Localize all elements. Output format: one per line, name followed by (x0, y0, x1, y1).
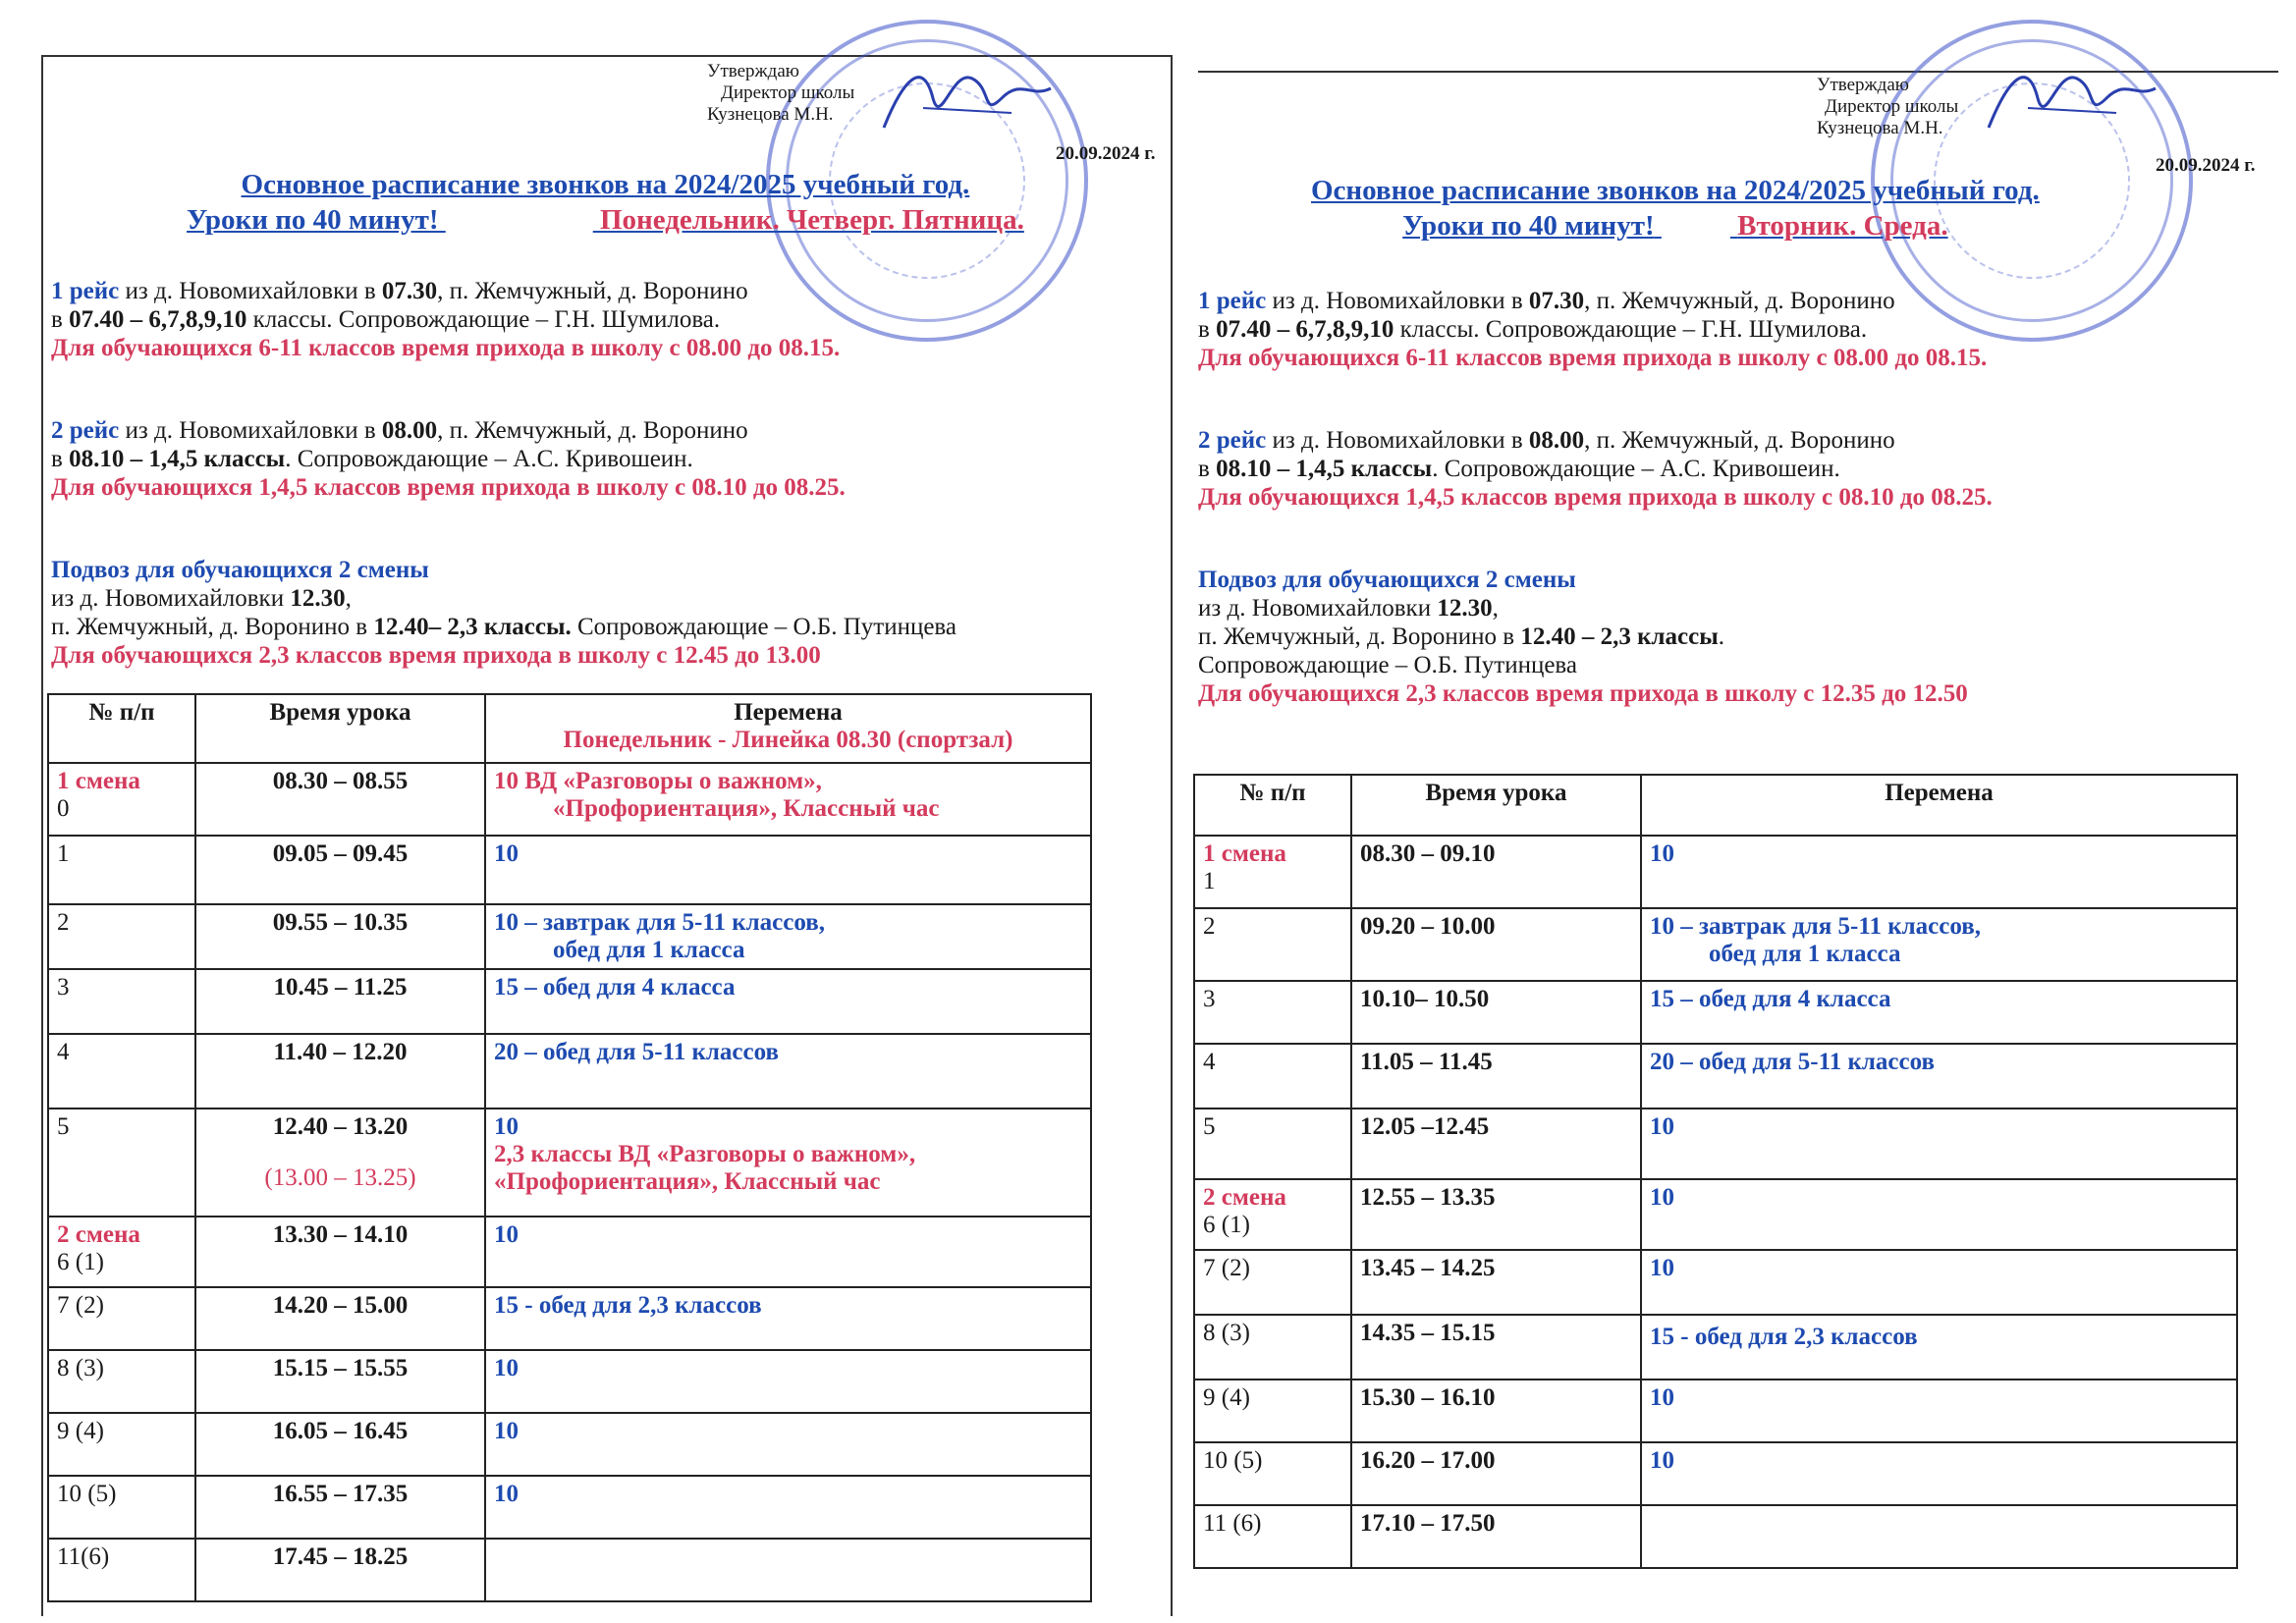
table-row (48, 904, 1091, 969)
title-line-2 (1311, 208, 2040, 243)
trip-2-text-2: , п. Жемчужный, д. Воронино (437, 417, 748, 444)
approve-line-2: Директор школы (721, 82, 855, 103)
cell-break: 10 (485, 1476, 1091, 1539)
table-row (48, 969, 1091, 1034)
cell-num: 3 (1194, 981, 1351, 1044)
trip-1-note: Для обучающихся 6-11 классов время прихода в школу с 08.00 до 08.15. (51, 335, 841, 361)
cell-break: 10 (485, 1217, 1091, 1287)
date-block (2156, 155, 2256, 177)
break-text: 10 ВД «Разговоры о важном», (494, 768, 822, 794)
trip-3-line2b: 12.40 – 2,3 классы (1520, 623, 1719, 650)
cell-num: 9 (4) (48, 1413, 195, 1476)
col-header-break: Перемена (1641, 775, 2237, 836)
trip-3-line2a: п. Жемчужный, д. Воронино в (51, 614, 374, 640)
break-note: 2,3 классы ВД «Разговоры о важном», «Профориентация», Классный час (494, 1141, 916, 1195)
break-text: 10 (494, 1113, 519, 1140)
cell-time: 10.45 – 11.25 (195, 969, 485, 1034)
break-text-2: обед для 1 класса (1709, 941, 1901, 967)
cell-time: 09.20 – 10.00 (1351, 908, 1641, 981)
cell-num (48, 763, 195, 836)
cell-break: 10 (485, 1413, 1091, 1476)
trip-1-time: 07.30 (1528, 288, 1585, 314)
trip-1-note: Для обучающихся 6-11 классов время прихода в школу с 08.00 до 08.15. (1198, 345, 1988, 371)
table-row (1194, 1109, 2237, 1179)
trip-1-label: 1 рейс (1198, 288, 1267, 314)
trip-1-line2a: в (51, 306, 70, 333)
cell-num (48, 1217, 195, 1287)
lesson-length: Уроки по 40 минут! (187, 204, 439, 236)
break-text: 10 – завтрак для 5-11 классов, (494, 909, 825, 936)
lesson-num: 6 (1) (1203, 1212, 1250, 1238)
trip-2-line2c: . Сопровождающие – А.С. Кривошеин. (285, 446, 693, 472)
cell-break: 20 – обед для 5-11 классов (485, 1034, 1091, 1109)
cell-time: 15.30 – 16.10 (1351, 1380, 1641, 1442)
cell-num (1194, 836, 1351, 908)
lesson-num: 1 (1203, 868, 1216, 894)
cell-time: 17.45 – 18.25 (195, 1539, 485, 1601)
lesson-num: 6 (1) (57, 1249, 104, 1275)
trip-1-line2c: классы. Сопровождающие – Г.Н. Шумилова. (1394, 316, 1868, 343)
director-signature (864, 39, 1061, 157)
trip-2-time: 08.00 (1528, 427, 1585, 454)
cell-time: 16.20 – 17.00 (1351, 1442, 1641, 1505)
date-block (1056, 143, 1156, 165)
cell-break: 20 – обед для 5-11 классов (1641, 1044, 2237, 1109)
center-divider (1171, 55, 1173, 1616)
cell-num: 1 (48, 836, 195, 904)
col-header-num: № п/п (1194, 775, 1351, 836)
cell-time: 12.05 –12.45 (1351, 1109, 1641, 1179)
cell-time: 15.15 – 15.55 (195, 1350, 485, 1413)
cell-break: 15 – обед для 4 класса (1641, 981, 2237, 1044)
lesson-time-alt: (13.00 – 13.25) (264, 1164, 416, 1191)
trip-3-line1a: из д. Новомихайловки (1198, 595, 1438, 622)
cell-time: 14.20 – 15.00 (195, 1287, 485, 1350)
trip-1-time: 07.30 (381, 278, 438, 304)
trip-2-text-2: , п. Жемчужный, д. Воронино (1584, 427, 1895, 454)
table-row (48, 1350, 1091, 1413)
cell-time: 14.35 – 15.15 (1351, 1315, 1641, 1380)
trip-3-line2a: п. Жемчужный, д. Воронино в (1198, 623, 1521, 650)
trip-3-line2c: . (1718, 623, 1724, 650)
cell-num: 10 (5) (1194, 1442, 1351, 1505)
page-title (1311, 173, 2040, 243)
cell-time: 08.30 – 09.10 (1351, 836, 1641, 908)
trip-3-line1b: 12.30 (1437, 595, 1493, 622)
cell-break (485, 1109, 1091, 1217)
cell-time: 16.55 – 17.35 (195, 1476, 485, 1539)
trip-2-line2a: в (51, 446, 70, 472)
table-row (48, 1287, 1091, 1350)
cell-time: 11.40 – 12.20 (195, 1034, 485, 1109)
table-row (1194, 1179, 2237, 1250)
cell-time: 17.10 – 17.50 (1351, 1505, 1641, 1568)
trip-1-line2b: 07.40 – 6,7,8,9,10 (69, 306, 247, 333)
schedule-table-right (1193, 774, 2238, 1569)
cell-break: 10 (1641, 1179, 2237, 1250)
cell-num: 8 (3) (48, 1350, 195, 1413)
col-header-time: Время урока (1351, 775, 1641, 836)
header-monday-note: Понедельник - Линейка 08.30 (спортзал) (563, 727, 1013, 753)
approval-date: 20.09.2024 г. (2156, 155, 2256, 176)
trip-2-text: из д. Новомихайловки в (1266, 427, 1529, 454)
trip-3-line1b: 12.30 (290, 585, 346, 612)
break-text-2: обед для 1 класса (553, 937, 745, 963)
approve-line-1: Утверждаю (1817, 75, 1909, 95)
cell-time: 11.05 – 11.45 (1351, 1044, 1641, 1109)
cell-break: 15 – обед для 4 класса (485, 969, 1091, 1034)
director-signature (1969, 39, 2165, 157)
approval-date: 20.09.2024 г. (1056, 143, 1156, 164)
trip-3-label: Подвоз для обучающихся 2 смены (51, 557, 429, 583)
shift-label: 1 смена (1203, 840, 1286, 867)
table-header (1194, 775, 2237, 836)
table-row (1194, 1044, 2237, 1109)
trip-2 (1198, 426, 1993, 512)
table-row (48, 1539, 1091, 1601)
schedule-table-left (47, 693, 1092, 1602)
col-header-break (485, 694, 1091, 763)
trip-2-label: 2 рейс (51, 417, 120, 444)
trip-2-text: из д. Новомихайловки в (119, 417, 382, 444)
approve-line-3: Кузнецова М.Н. (707, 104, 834, 125)
cell-break: 10 (1641, 1109, 2237, 1179)
shift-label: 2 смена (57, 1221, 140, 1248)
trip-1-text: из д. Новомихайловки в (119, 278, 382, 304)
table-row (1194, 981, 2237, 1044)
approval-block (1817, 75, 1958, 139)
table-header (48, 694, 1091, 763)
cell-num (1194, 1179, 1351, 1250)
trip-2-line2b: 08.10 – 1,4,5 классы (69, 446, 286, 472)
title-line-1: Основное расписание звонков на 2024/2025 учебный год. (1311, 175, 2040, 206)
table-row (1194, 1315, 2237, 1380)
cell-time: 08.30 – 08.55 (195, 763, 485, 836)
cell-break: 15 - обед для 2,3 классов (485, 1287, 1091, 1350)
cell-num: 10 (5) (48, 1476, 195, 1539)
trip-1-text-2: , п. Жемчужный, д. Воронино (437, 278, 748, 304)
cell-break (485, 763, 1091, 836)
cell-time: 10.10– 10.50 (1351, 981, 1641, 1044)
cell-break: 10 (1641, 1380, 2237, 1442)
cell-time: 16.05 – 16.45 (195, 1413, 485, 1476)
trip-1 (1198, 287, 1987, 372)
trip-3-line1c: , (1492, 595, 1499, 622)
table-row (1194, 836, 2237, 908)
cell-num: 4 (1194, 1044, 1351, 1109)
table-row (1194, 1380, 2237, 1442)
trip-1-line2b: 07.40 – 6,7,8,9,10 (1216, 316, 1394, 343)
trip-1-text: из д. Новомихайловки в (1266, 288, 1529, 314)
cell-num: 3 (48, 969, 195, 1034)
trip-3-note: Для обучающихся 2,3 классов время прихода в школу с 12.45 до 13.00 (51, 642, 821, 669)
trip-3-line3: Сопровождающие – О.Б. Путинцева (1198, 652, 1577, 678)
cell-break: 10 (1641, 1250, 2237, 1315)
break-text: 10 – завтрак для 5-11 классов, (1650, 913, 1981, 940)
table-row (48, 1034, 1091, 1109)
cell-time: 12.55 – 13.35 (1351, 1179, 1641, 1250)
table-row (1194, 1505, 2237, 1568)
cell-break (1641, 1315, 2237, 1380)
title-line-2 (187, 202, 1024, 238)
table-row (48, 1413, 1091, 1476)
col-header-time: Время урока (195, 694, 485, 763)
approve-line-2: Директор школы (1825, 96, 1959, 117)
cell-break (1641, 1505, 2237, 1568)
cell-break (1641, 908, 2237, 981)
table-row (1194, 1250, 2237, 1315)
trip-1-text-2: , п. Жемчужный, д. Воронино (1584, 288, 1895, 314)
cell-time: 09.55 – 10.35 (195, 904, 485, 969)
cell-time: 13.45 – 14.25 (1351, 1250, 1641, 1315)
trip-3 (1198, 566, 1968, 708)
cell-break: 10 (485, 836, 1091, 904)
cell-time: 09.05 – 09.45 (195, 836, 485, 904)
break-text: 15 - обед для 2,3 классов (1650, 1324, 1918, 1350)
trip-2-time: 08.00 (381, 417, 438, 444)
schedule-right (1174, 0, 2296, 1623)
shift-label: 1 смена (57, 768, 140, 794)
trip-3-line2c: Сопровождающие – О.Б. Путинцева (571, 614, 957, 640)
trip-2-line2a: в (1198, 456, 1217, 482)
approve-line-3: Кузнецова М.Н. (1817, 118, 1943, 138)
table-row (1194, 908, 2237, 981)
table-row (48, 763, 1091, 836)
trip-3-line1c: , (345, 585, 352, 612)
trip-2-line2c: . Сопровождающие – А.С. Кривошеин. (1432, 456, 1840, 482)
approval-block (707, 61, 854, 126)
trip-3-line1a: из д. Новомихайловки (51, 585, 291, 612)
cell-break: 10 (1641, 836, 2237, 908)
page-title (187, 167, 1024, 238)
table-row (48, 836, 1091, 904)
table-row (1194, 1442, 2237, 1505)
trip-1 (51, 277, 840, 362)
trip-2-note: Для обучающихся 1,4,5 классов время прихода в школу с 08.10 до 08.25. (1198, 484, 1993, 511)
trip-2-label: 2 рейс (1198, 427, 1267, 454)
trip-1-line2a: в (1198, 316, 1217, 343)
trip-2 (51, 416, 846, 502)
cell-num: 5 (48, 1109, 195, 1217)
cell-time: 13.30 – 14.10 (195, 1217, 485, 1287)
cell-num: 4 (48, 1034, 195, 1109)
cell-num: 8 (3) (1194, 1315, 1351, 1380)
trip-3-label: Подвоз для обучающихся 2 смены (1198, 567, 1576, 593)
trip-1-label: 1 рейс (51, 278, 120, 304)
weekdays: Вторник. Среда. (1737, 210, 1948, 242)
cell-num: 2 (1194, 908, 1351, 981)
cell-break: 10 (1641, 1442, 2237, 1505)
cell-num: 11(6) (48, 1539, 195, 1601)
col-header-break-label: Перемена (734, 699, 843, 726)
trip-3-line2b: 12.40– 2,3 классы. (373, 614, 572, 640)
cell-num: 9 (4) (1194, 1380, 1351, 1442)
cell-break: 10 (485, 1350, 1091, 1413)
cell-num: 7 (2) (48, 1287, 195, 1350)
cell-num: 2 (48, 904, 195, 969)
break-note: «Профориентация», Классный час (553, 795, 940, 822)
cell-num: 7 (2) (1194, 1250, 1351, 1315)
table-row (48, 1476, 1091, 1539)
lesson-num: 0 (57, 795, 70, 822)
lesson-time: 12.40 – 13.20 (272, 1113, 409, 1140)
col-header-num: № п/п (48, 694, 195, 763)
table-row (48, 1217, 1091, 1287)
trip-3 (51, 556, 957, 670)
trip-2-line2b: 08.10 – 1,4,5 классы (1216, 456, 1433, 482)
weekdays: Понедельник. Четверг. Пятница. (599, 204, 1024, 236)
cell-break (485, 904, 1091, 969)
trip-3-note: Для обучающихся 2,3 классов время прихода в школу с 12.35 до 12.50 (1198, 680, 1968, 707)
cell-break (485, 1539, 1091, 1601)
cell-num: 5 (1194, 1109, 1351, 1179)
cell-num: 11 (6) (1194, 1505, 1351, 1568)
shift-label: 2 смена (1203, 1184, 1286, 1211)
approve-line-1: Утверждаю (707, 61, 799, 81)
cell-time (195, 1109, 485, 1217)
trip-2-note: Для обучающихся 1,4,5 классов время прихода в школу с 08.10 до 08.25. (51, 474, 846, 501)
trip-1-line2c: классы. Сопровождающие – Г.Н. Шумилова. (246, 306, 721, 333)
lesson-length: Уроки по 40 минут! (1402, 210, 1655, 242)
table-row (48, 1109, 1091, 1217)
title-line-1: Основное расписание звонков на 2024/2025 учебный год. (241, 169, 970, 200)
